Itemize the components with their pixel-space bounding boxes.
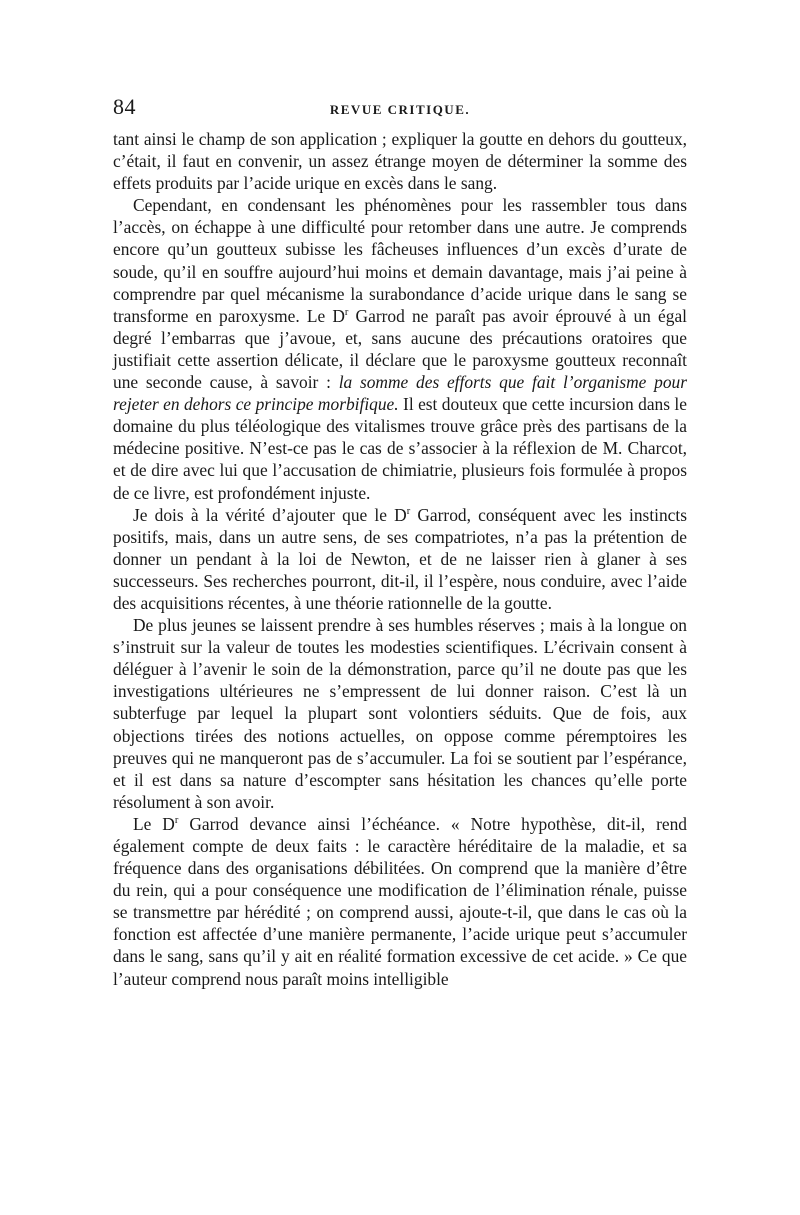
paragraph-2-text-a: Cependant, en condensant les phénomènes pour les rassembler tous dans l’accès, on échappe à une difficulté pour retomber dans une autre. Je comprends encore qu’un goutteux subisse les fâcheuses influences d’un excès d’urate de soude, qu’il en souffre aujourd’hui moins et demain davantage, mais j’ai peine à comprendre par quel mécanisme la surabondance d’acide urique dans le sang se transforme en paroxysme. Le D: [113, 195, 687, 326]
paragraph-5-text-a: Le D: [133, 813, 175, 834]
body-text: [113, 128, 687, 990]
running-title: REVUE CRITIQUE.: [329, 102, 471, 117]
running-head: [113, 88, 687, 128]
paragraph-2-text-c: Il est douteux que cette incursion dans le domaine du plus téléologique des vitalismes trouve grâce près des partisans de la médecine positive. N’est-ce pas le cas de s’associer à la réflexion de M. Charcot, et de dire avec lui que l’accusation de chimiatrie, plusieurs fois formulée à propos de ce livre, est profondément injuste.: [113, 394, 687, 503]
paragraph-1-text: tant ainsi le champ de son application ; expliquer la goutte en dehors du goutteux, c’était, il faut en convenir, un assez étrange moyen de déterminer la somme des effets produits par l’acide urique en excès dans le sang.: [113, 129, 687, 194]
paragraph-4-text: De plus jeunes se laissent prendre à ses humbles réserves ; mais à la longue on s’instruit sur la valeur de toutes les modesties scientifiques. L’écrivain consent à déléguer à l’avenir le soin de la démonstration, parce qu’il ne doute pas que les investigations ultérieures ne s’empressent de lui donner raison. C’est là un subterfuge par lequel la plupart sont volontiers séduits. Que de fois, aux objections tirées des notions actuelles, on oppose comme péremptoires les preuves qui ne manqueront pas de s’accumuler. La foi se soutient par l’espérance, et il est dans sa nature d’escompter sans hésitation les chances qu’elle porte résolument à son avoir.: [113, 615, 687, 812]
paragraph-2: [113, 194, 687, 503]
paragraph-3-text-a: Je dois à la vérité d’ajouter que le D: [133, 504, 407, 525]
paragraph-3: [113, 504, 687, 614]
paragraph-3-text-b: Garrod, conséquent avec les instincts positifs, mais, dans un autre sens, de ses compatriotes, n’a pas la prétention de donner un pendant à la loi de Newton, et de ne laisser rien à glaner à ses successeurs. Ses recherches pourront, dit-il, il l’espère, nous conduire, avec l’aide des acquisitions récentes, à une théorie rationnelle de la goutte.: [113, 504, 687, 613]
paragraph-1: [113, 128, 687, 194]
paragraph-5-text-b: Garrod devance ainsi l’échéance. « Notre hypothèse, dit-il, rend également compte de deux faits : le caractère héréditaire de la maladie, et sa fréquence dans des organisations débilitées. On comprend que la manière d’être du rein, qui a pour conséquence une modification de l’élimination rénale, puisse se transmettre par hérédité ; on comprend aussi, ajoute-t-il, que dans le cas où la fonction est affectée d’une manière permanente, l’acide urique peut s’accumuler dans le sang, sans qu’il y ait en réalité formation excessive de cet acide. » Ce que l’auteur comprend nous paraît moins intelligible: [113, 813, 688, 989]
paragraph-4: [113, 614, 687, 813]
paragraph-5-superscript: r: [174, 815, 179, 827]
page-number: 84: [113, 94, 136, 119]
paragraph-3-superscript: r: [406, 505, 411, 517]
paragraph-2-superscript: r: [344, 306, 349, 318]
paragraph-5: [113, 813, 687, 990]
paragraph-2-italic-quote: la somme des efforts que fait l’organisme pour rejeter en dehors ce principe morbifique.: [113, 372, 687, 415]
book-page: [113, 88, 687, 990]
paragraph-2-text-b: Garrod ne paraît pas avoir éprouvé à un égal degré l’embarras que j’avoue, et, sans aucune des précautions oratoires que justifiait cette assertion délicate, il déclare que le paroxysme goutteux reconnaît une seconde cause, à savoir :: [113, 305, 687, 393]
